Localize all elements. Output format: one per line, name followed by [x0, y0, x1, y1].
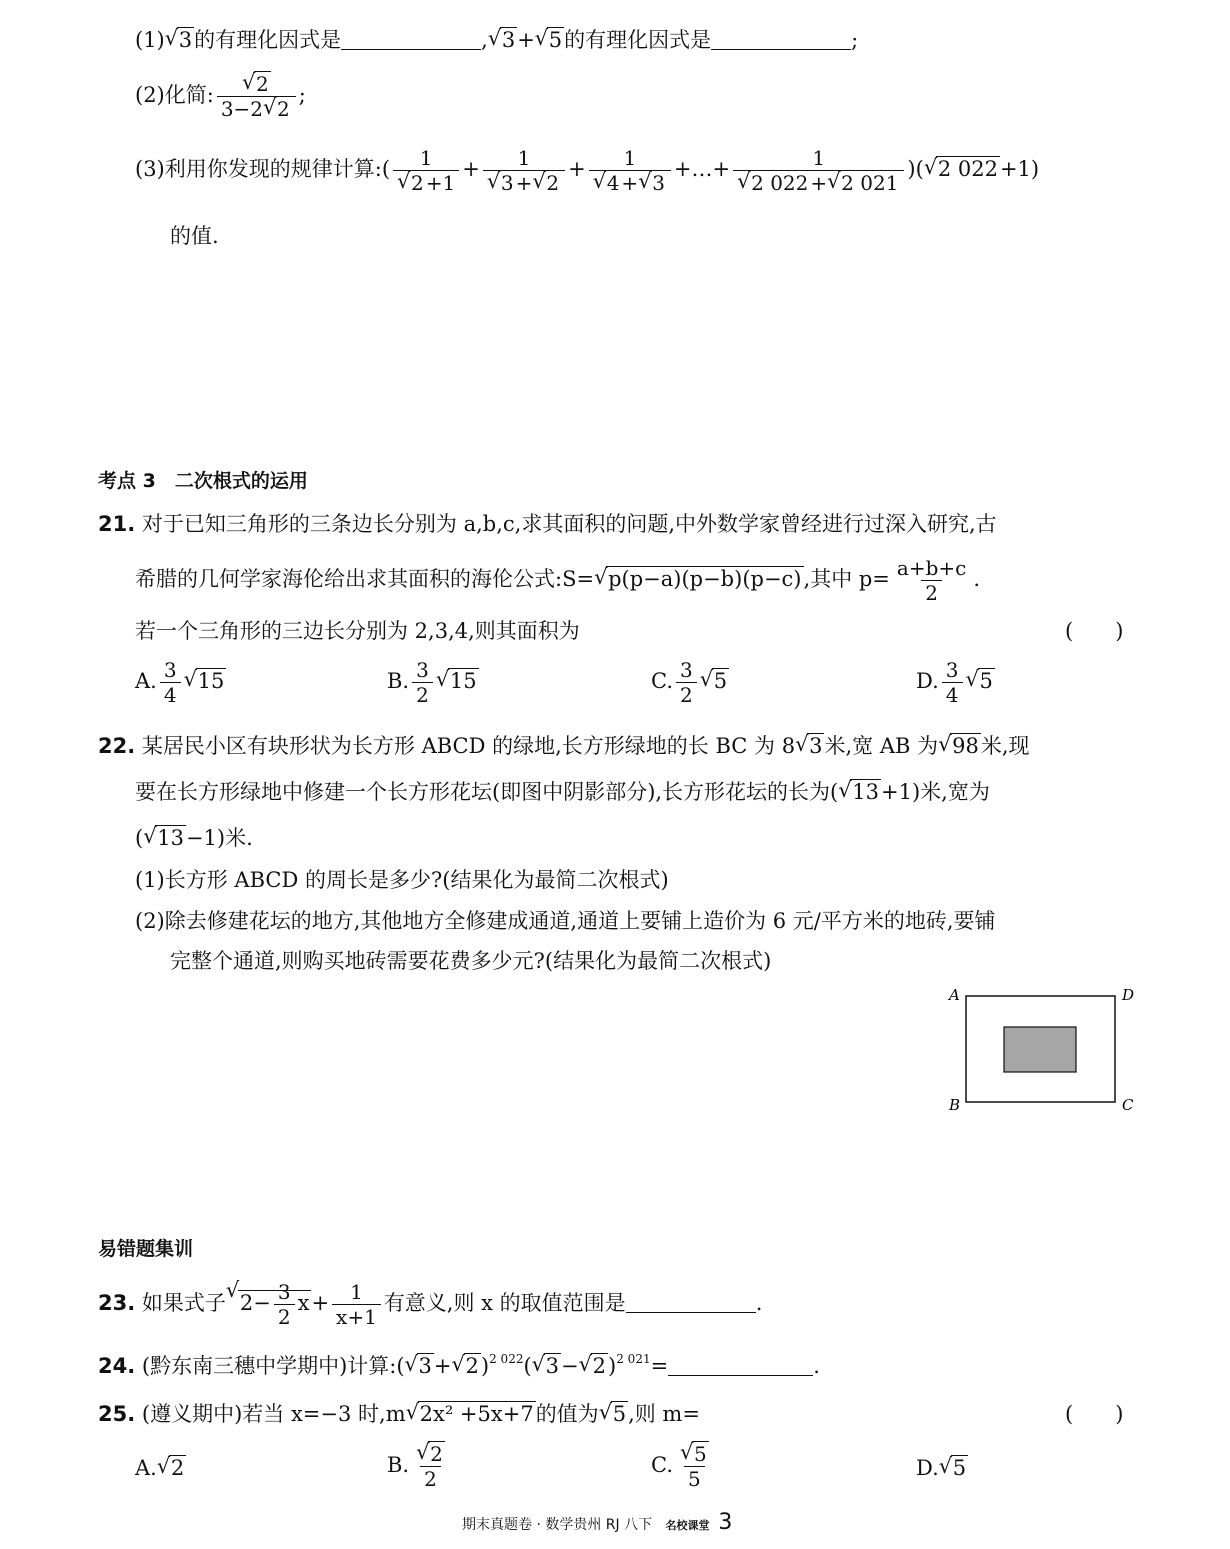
q22-line1: 22. 某居民小区有块形状为长方形 ABCD 的绿地,长方形绿地的长 BC 为 8√ 3米,宽 AB 为√ 98米,现 [98, 730, 1030, 760]
q22-sub2-line1: (2)除去修建花坛的地方,其他地方全修建成通道,通道上要铺上造价为 6 元/平方米的地砖,要铺 [135, 909, 996, 933]
rectangle-abcd-figure [945, 984, 1145, 1114]
q20-part3-line2: 的值. [170, 224, 219, 248]
q21-line1: 21. 对于已知三角形的三条边长分别为 a,b,c,求其面积的问题,中外数学家曾经进行过深入研究,古 [98, 512, 997, 536]
q20-part2: (2)化简: √ $\frac{2}{3-2√ 2}$ ; [135, 72, 306, 121]
footer-text: 期末真题卷 · 数学贵州 RJ 八下 [462, 1517, 653, 1533]
heron-formula-radical: √ p(p−a)(p−b)(p−c) [594, 567, 803, 591]
footer [462, 1510, 732, 1535]
section-title-kaodian3: 考点 3 二次根式的运用 [98, 470, 308, 492]
q24-answer-blank[interactable] [668, 1374, 813, 1376]
q25-option-b[interactable]: B. √ $\frac{2}{2}$ [387, 1442, 452, 1491]
sqrt-3: √ 3 [165, 28, 194, 52]
q20-part1-label: (1) [135, 28, 165, 52]
section-title-error-prone: 易错题集训 [98, 1238, 194, 1260]
q21-answer-bracket[interactable]: ( ) [1065, 619, 1124, 643]
brand-logo: 名校课堂 [665, 1519, 710, 1532]
answer-blank-2[interactable] [711, 48, 851, 50]
q25-option-c[interactable]: C. √ $\frac{5}{5}$ [651, 1442, 716, 1491]
q25-answer-bracket[interactable]: ( ) [1065, 1402, 1124, 1426]
q23-number: 23. [98, 1291, 136, 1315]
q25-option-a[interactable]: A.√ 2 [135, 1456, 186, 1480]
q20-part3: (3)利用你发现的规律计算:( 1 √ 2 +1 + 1 √ 3 +√ 2 + 1 √ 4 +√ 3 +…+ 1 √ 2 022 +√ 2 021 )(√ 2 022+1) [135, 146, 1039, 195]
q21-option-c[interactable]: C. $\frac{3}{2}$ √ 5 [651, 658, 729, 707]
page-number: 3 [718, 1510, 733, 1535]
q22-number: 22. [98, 734, 136, 758]
q24-line: 24. (黔东南三穗中学期中)计算:(√ 3+√ 2)$^{2 022}$(√ 3−√ 2)$^{2 021}$= . [98, 1350, 820, 1380]
q21-line2: 希腊的几何学家海伦给出求其面积的海伦公式:S=√ p(p−a)(p−b)(p−c),其中 p= $\frac{a+b+c}{2}$ . [135, 556, 980, 605]
answer-blank-1[interactable] [341, 48, 481, 50]
q22-sub2-line2: 完整个通道,则购买地砖需要花费多少元?(结果化为最简二次根式) [170, 949, 772, 973]
q22-line2: 要在长方形绿地中修建一个长方形花坛(即图中阴影部分),长方形花坛的长为(√ 13+1)米,宽为 [135, 776, 990, 806]
q21-option-b[interactable]: B. $\frac{3}{2}$ √ 15 [387, 658, 479, 707]
q21-number: 21. [98, 512, 136, 536]
q20-part1: (1)√ 3的有理化因式是 ,√ 3+√ 5的有理化因式是 ; [135, 24, 858, 54]
label-a: A [949, 986, 960, 1004]
q20-fraction: √ $\frac{2}{3-2√ 2}$ [217, 72, 296, 121]
q24-number: 24. [98, 1354, 136, 1378]
q21-line3: 若一个三角形的三边长分别为 2,3,4,则其面积为 [135, 619, 580, 643]
q22-sub1: (1)长方形 ABCD 的周长是多少?(结果化为最简二次根式) [135, 868, 669, 892]
q21-option-d[interactable]: D. $\frac{3}{4}$ √ 5 [916, 658, 995, 707]
flower-bed-shaded [1004, 1027, 1076, 1072]
q22-line3: (√ 13−1)米. [135, 822, 253, 852]
label-b: B [949, 1096, 961, 1114]
q25-number: 25. [98, 1402, 136, 1426]
q25-line: 25. (遵义期中)若当 x=−3 时,m√ 2x² +5x+7的值为√ 5,则 m= [98, 1398, 700, 1428]
label-c: C [1122, 1096, 1134, 1114]
label-d: D [1122, 986, 1135, 1004]
q23-line: 23. 如果式子√ 2− $\frac{3}{2}$ x+ $\frac{1}{x+1}$ 有意义,则 x 的取值范围是 . [98, 1280, 762, 1329]
q25-option-d[interactable]: D.√ 5 [916, 1456, 968, 1480]
q23-answer-blank[interactable] [626, 1311, 756, 1313]
q21-option-a[interactable]: A. $\frac{3}{4}$ √ 15 [135, 658, 226, 707]
